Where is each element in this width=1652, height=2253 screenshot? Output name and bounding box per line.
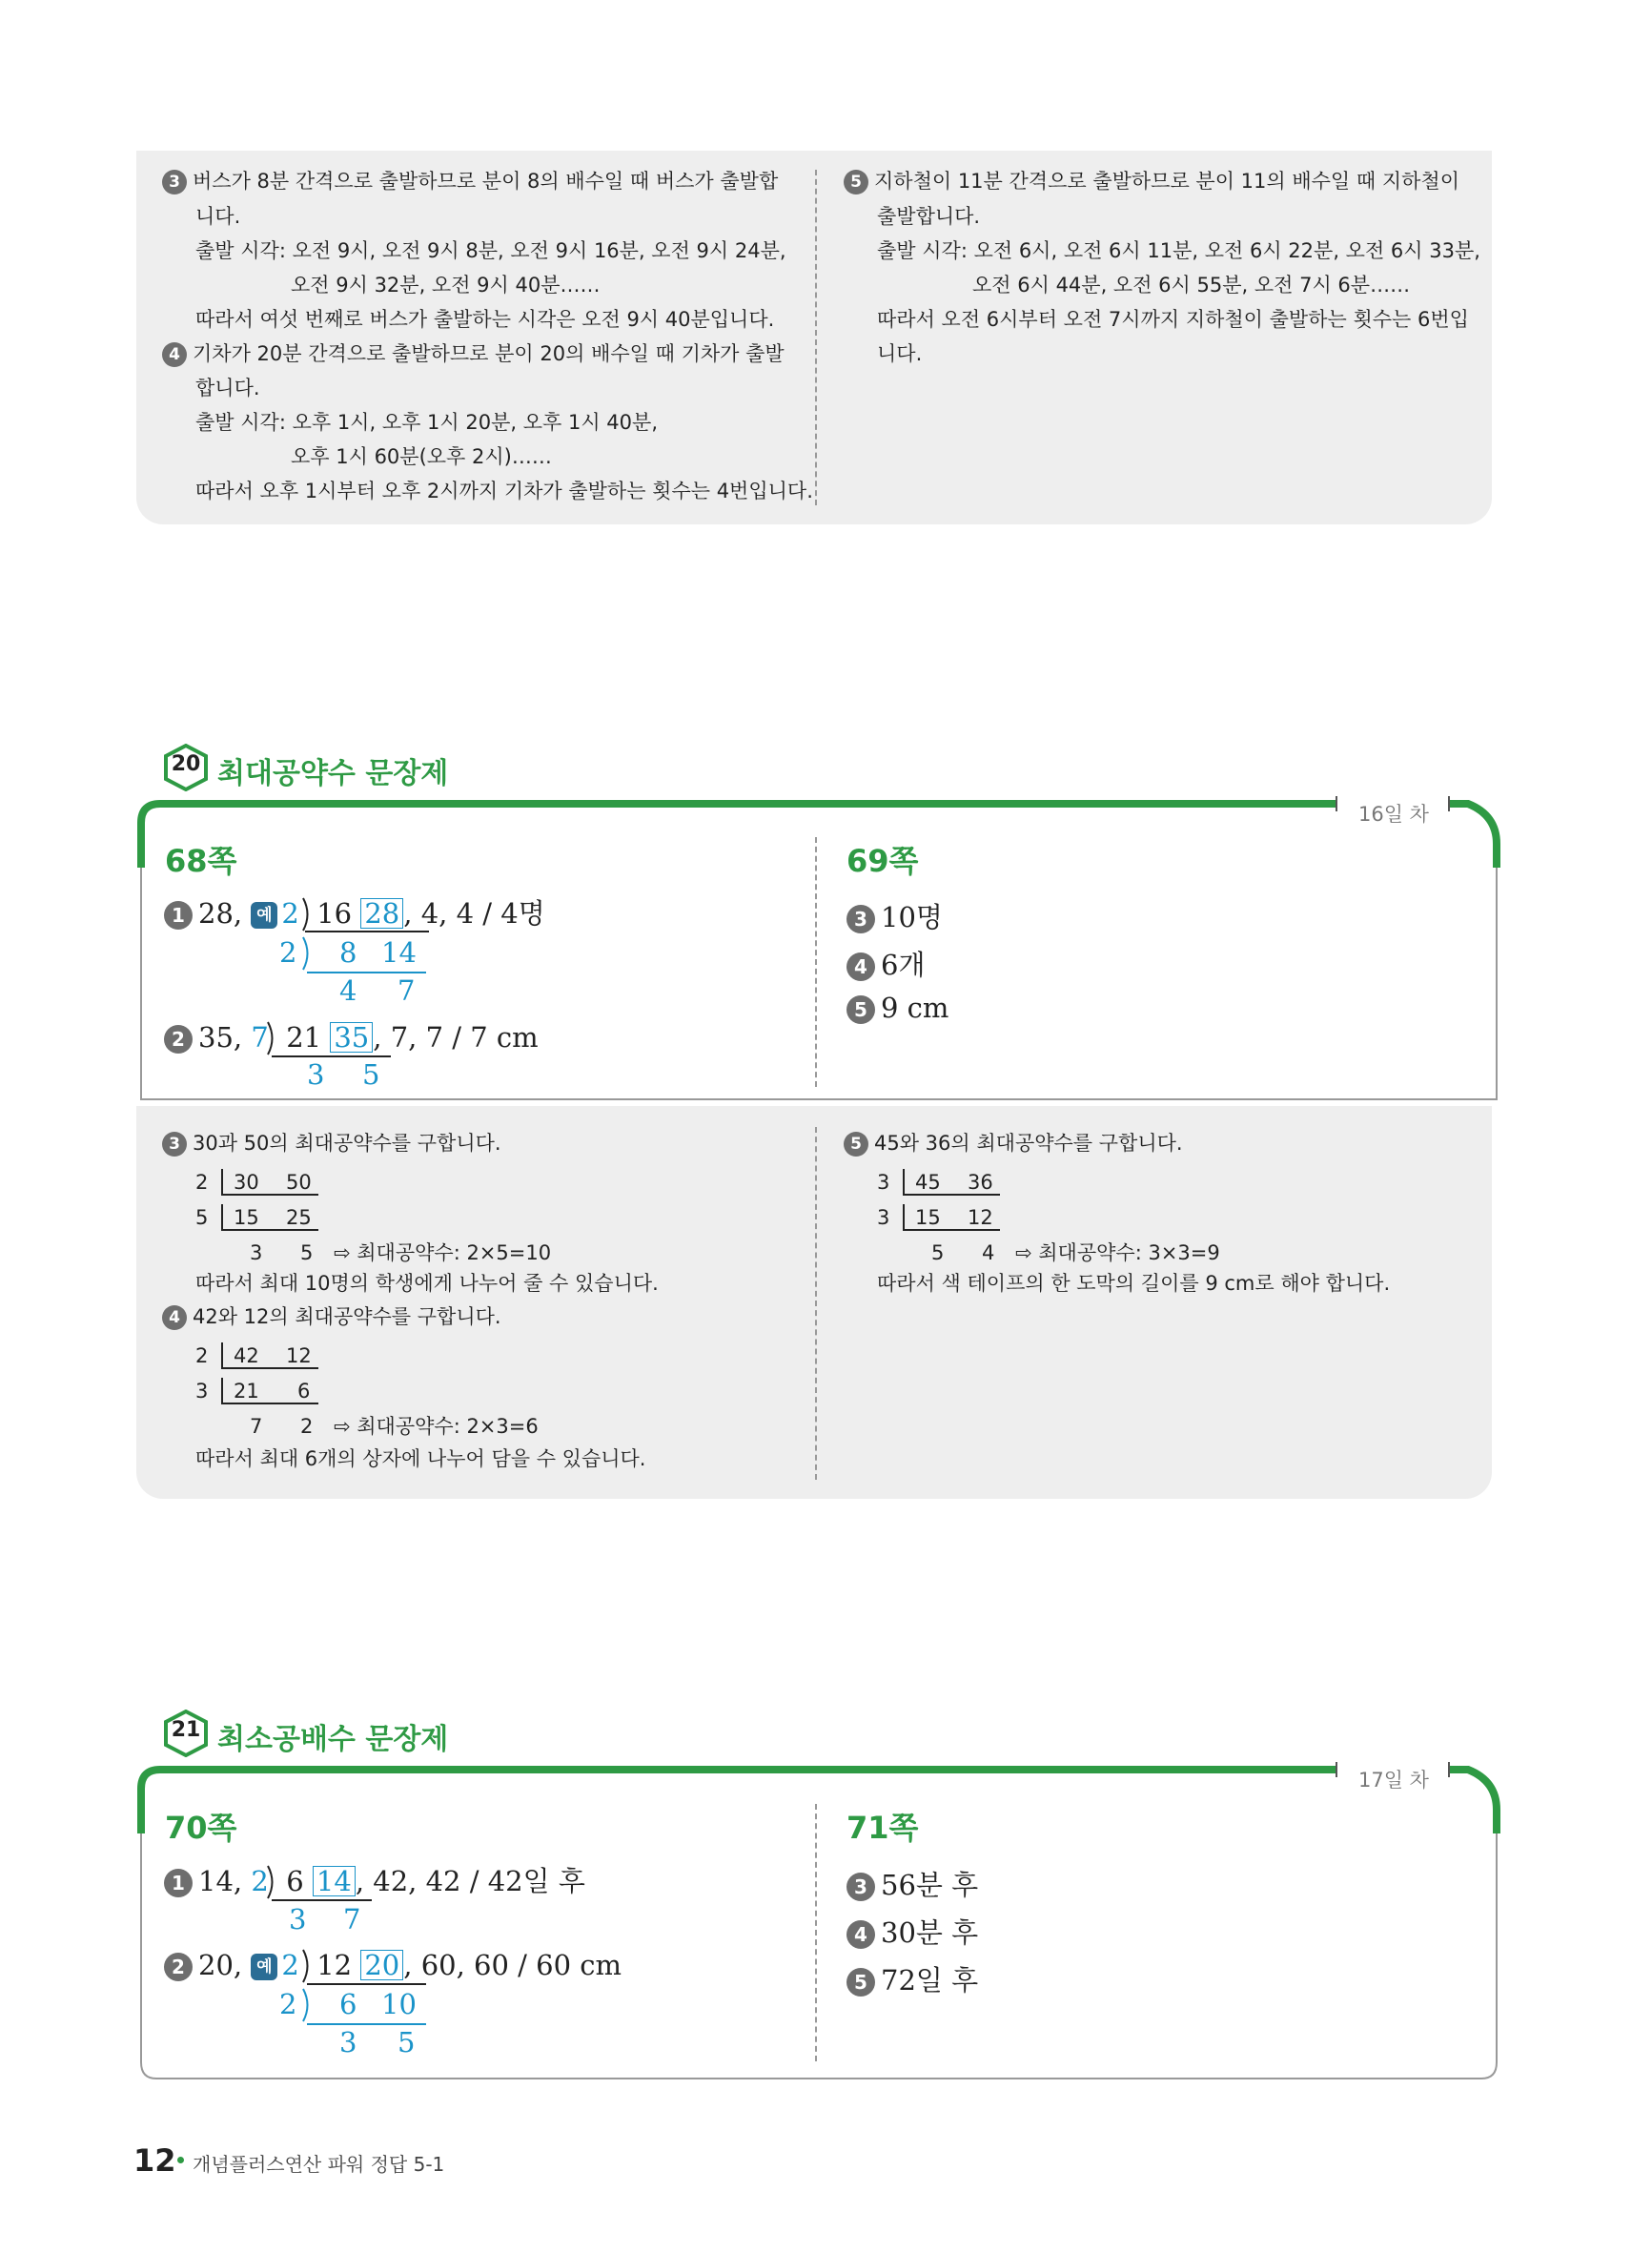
- gcd-result: ⇨ 최대공약수: 2×3=6: [334, 1415, 539, 1438]
- boxed-number: 28: [360, 898, 403, 929]
- number-4-icon: 4: [846, 952, 875, 981]
- division-value: 12: [968, 1206, 993, 1229]
- explanation-4-intro: 4 42와 12의 최대공약수를 구합니다.: [162, 1305, 501, 1330]
- section-20-badge-number: 20: [171, 752, 201, 776]
- explanation-4-line5: 따라서 오후 1시부터 오후 2시까지 기차가 출발하는 횟수는 4번입니다.: [195, 480, 813, 502]
- division-result: 7: [250, 1415, 263, 1438]
- number-3-icon: 3: [846, 905, 875, 933]
- explanation-4-line1: 4 기차가 20분 간격으로 출발하므로 분이 20의 배수일 때 기차가 출발: [162, 342, 785, 367]
- division-value: 36: [968, 1171, 993, 1194]
- division-paren-icon: [265, 1020, 278, 1056]
- answer-2-line: 2 20, 예 2 12 20 , 60, 60 / 60 cm: [164, 1948, 622, 1982]
- section-20-title: 최대공약수 문장제: [217, 757, 449, 790]
- section-20-explanation-box: [136, 1106, 1492, 1499]
- division-bracket: [903, 1169, 1000, 1196]
- answer-5: 5 9 cm: [846, 992, 948, 1024]
- example-badge-icon: 예: [251, 902, 277, 929]
- explanation-3-conclusion: 따라서 최대 10명의 학생에게 나누어 줄 수 있습니다.: [195, 1272, 659, 1295]
- answer-2-line: 2 35, 7 21 35 , 7, 7 / 7 cm: [164, 1020, 539, 1055]
- number-3-icon: 3: [162, 1132, 187, 1157]
- answer-1-line: 1 14, 2 6 14 , 42, 42 / 42일 후: [164, 1864, 585, 1898]
- division-value: 15: [234, 1206, 259, 1229]
- division-underline: [307, 1983, 426, 1985]
- division-result: 4: [982, 1241, 995, 1264]
- column-divider: [815, 1804, 817, 2061]
- page-68-label: 68쪽: [165, 843, 237, 879]
- gcd-result: ⇨ 최대공약수: 2×5=10: [334, 1241, 552, 1264]
- division-result-2: 5: [362, 1058, 380, 1091]
- boxed-number: 35: [330, 1022, 373, 1053]
- division-bracket: [305, 898, 429, 932]
- division-result-2: 7: [398, 974, 416, 1007]
- division-divisor: 3: [877, 1206, 890, 1229]
- division-paren-icon: [300, 896, 314, 932]
- division-paren-icon: [265, 1864, 278, 1900]
- division-bracket: [221, 1342, 318, 1369]
- division-value: 50: [286, 1171, 312, 1194]
- number-5-icon: 5: [846, 995, 875, 1024]
- division-result-1: 4: [339, 974, 357, 1007]
- page-70-label: 70쪽: [165, 1810, 237, 1846]
- boxed-number: 20: [360, 1950, 403, 1980]
- explanation-5-line2: 출발합니다.: [877, 205, 981, 228]
- division-value: 30: [234, 1171, 259, 1194]
- division-divisor: 2: [195, 1344, 209, 1367]
- number-3-icon: 3: [162, 170, 187, 195]
- number-1-icon: 1: [164, 901, 193, 930]
- number-4-icon: 4: [162, 342, 187, 367]
- explanation-3-line1: 3 버스가 8분 간격으로 출발하므로 분이 8의 배수일 때 버스가 출발합: [162, 170, 778, 195]
- section-21-title: 최소공배수 문장제: [217, 1723, 449, 1756]
- division-underline: [272, 1055, 391, 1057]
- division-divisor: 3: [195, 1380, 209, 1403]
- division-value: 6: [297, 1380, 311, 1403]
- division-paren-icon: [300, 935, 314, 972]
- division-bracket: [221, 1378, 318, 1404]
- division-underline: [307, 972, 426, 973]
- division-result-1: 3: [339, 2026, 357, 2058]
- page-69-label: 69쪽: [846, 843, 919, 879]
- footer-title: 개념플러스연산 파워 정답 5-1: [193, 2153, 445, 2176]
- division-result-1: 3: [289, 1903, 307, 1936]
- column-divider: [815, 837, 817, 1087]
- bullet-dot-icon: [177, 2157, 184, 2163]
- division-result: 3: [250, 1241, 263, 1264]
- division-quotient-1: 6: [339, 1988, 357, 2020]
- number-4-icon: 4: [162, 1305, 187, 1330]
- division-divisor-2: 2: [279, 936, 297, 969]
- division-divisor: 3: [877, 1171, 890, 1194]
- section-21-badge-number: 21: [171, 1718, 201, 1742]
- division-value: 45: [915, 1171, 941, 1194]
- division-result-2: 5: [398, 2026, 416, 2058]
- answer-1-line: 1 28, 예 2 16 28 , 4, 4 / 4명: [164, 896, 545, 931]
- explanation-4-line2: 합니다.: [195, 377, 260, 399]
- answer-5: 5 72일 후: [846, 1959, 978, 1998]
- explanation-5-line4: 오전 6시 44분, 오전 6시 55분, 오전 7시 6분……: [972, 274, 1411, 297]
- division-divisor-2: 2: [279, 1988, 297, 2020]
- division-result: 2: [300, 1415, 314, 1438]
- explanation-5-line6: 니다.: [877, 342, 923, 365]
- division-value: 12: [286, 1344, 312, 1367]
- number-3-icon: 3: [846, 1873, 875, 1901]
- explanation-3-intro: 3 30과 50의 최대공약수를 구합니다.: [162, 1132, 501, 1157]
- division-quotient-1: 8: [339, 936, 357, 969]
- number-4-icon: 4: [846, 1920, 875, 1949]
- page-number: 12: [133, 2142, 176, 2179]
- explanation-5-line3: 출발 시각: 오전 6시, 오전 6시 11분, 오전 6시 22분, 오전 6시 33분,: [877, 239, 1480, 262]
- number-5-icon: 5: [844, 1132, 868, 1157]
- gcd-result: ⇨ 최대공약수: 3×3=9: [1015, 1241, 1220, 1264]
- explanation-5-conclusion: 따라서 색 테이프의 한 도막의 길이를 9 cm로 해야 합니다.: [877, 1272, 1391, 1295]
- explanation-3-line2: 니다.: [195, 205, 241, 228]
- number-2-icon: 2: [164, 1025, 193, 1054]
- column-divider: [815, 1127, 817, 1480]
- example-badge-icon: 예: [251, 1954, 277, 1980]
- division-underline: [272, 1899, 372, 1901]
- division-result: 5: [300, 1241, 314, 1264]
- division-value: 25: [286, 1206, 312, 1229]
- explanation-5-line1: 5 지하철이 11분 간격으로 출발하므로 분이 11의 배수일 때 지하철이: [844, 170, 1459, 195]
- division-divisor: 5: [195, 1206, 209, 1229]
- answer-3: 3 10명: [846, 896, 943, 935]
- explanation-3-line3: 출발 시각: 오전 9시, 오전 9시 8분, 오전 9시 16분, 오전 9시 24분,: [195, 239, 786, 262]
- page-71-label: 71쪽: [846, 1810, 919, 1846]
- division-quotient-2: 10: [381, 1988, 417, 2020]
- section-20-day-label: 16일 차: [1358, 803, 1429, 826]
- explanation-5-line5: 따라서 오전 6시부터 오전 7시까지 지하철이 출발하는 횟수는 6번입: [877, 308, 1469, 331]
- explanation-5-intro: 5 45와 36의 최대공약수를 구합니다.: [844, 1132, 1183, 1157]
- column-divider: [815, 170, 817, 505]
- division-divisor: 2: [195, 1171, 209, 1194]
- section-21-day-label: 17일 차: [1358, 1769, 1429, 1792]
- division-quotient-2: 14: [381, 936, 417, 969]
- number-5-icon: 5: [846, 1968, 875, 1997]
- division-bracket: [221, 1204, 318, 1231]
- number-1-icon: 1: [164, 1869, 193, 1897]
- number-2-icon: 2: [164, 1953, 193, 1981]
- explanation-3-line5: 따라서 여섯 번째로 버스가 출발하는 시각은 오전 9시 40분입니다.: [195, 308, 775, 331]
- explanation-3-line4: 오전 9시 32분, 오전 9시 40분……: [291, 274, 601, 297]
- division-result-1: 3: [307, 1058, 325, 1091]
- explanation-4-conclusion: 따라서 최대 6개의 상자에 나누어 담을 수 있습니다.: [195, 1447, 646, 1470]
- division-underline: [307, 2023, 426, 2025]
- division-paren-icon: [300, 1987, 314, 2023]
- division-value: 21: [234, 1380, 259, 1403]
- explanation-4-line4: 오후 1시 60분(오후 2시)……: [291, 445, 552, 468]
- division-paren-icon: [300, 1948, 314, 1984]
- division-result-2: 7: [343, 1903, 361, 1936]
- number-5-icon: 5: [844, 170, 868, 195]
- division-bracket: [903, 1204, 1000, 1231]
- division-bracket: [221, 1169, 318, 1196]
- division-result: 5: [931, 1241, 945, 1264]
- boxed-number: 14: [313, 1866, 356, 1896]
- answer-4: 4 6개: [846, 944, 925, 983]
- top-explanation-box: [136, 151, 1492, 524]
- division-value: 15: [915, 1206, 941, 1229]
- answer-4: 4 30분 후: [846, 1912, 978, 1951]
- division-value: 42: [234, 1344, 259, 1367]
- answer-3: 3 56분 후: [846, 1864, 978, 1903]
- explanation-4-line3: 출발 시각: 오후 1시, 오후 1시 20분, 오후 1시 40분,: [195, 411, 658, 434]
